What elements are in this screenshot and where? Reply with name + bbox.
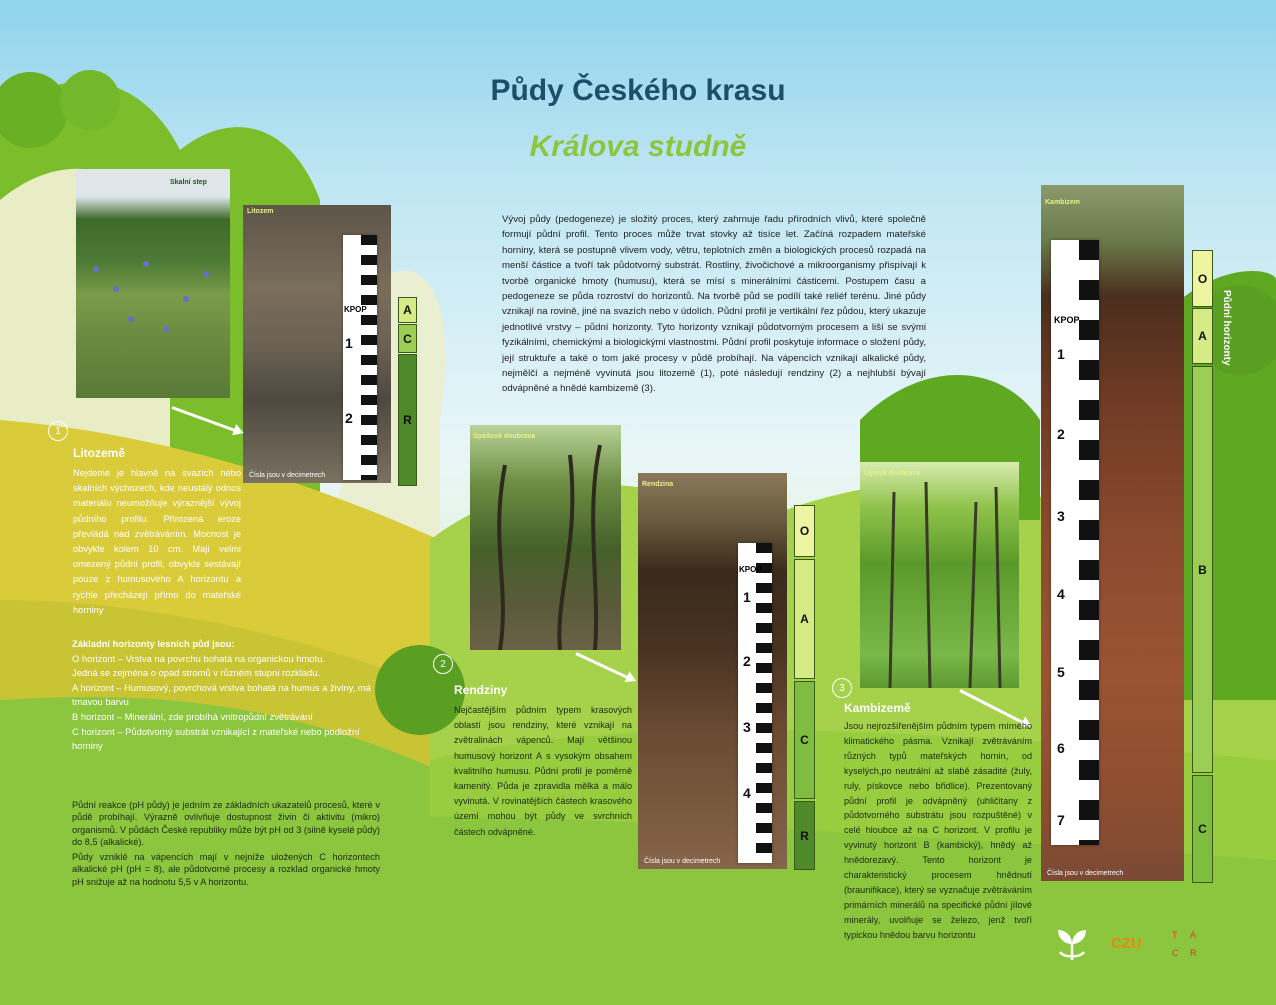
soil-ruler <box>343 235 377 480</box>
section-heading-rendziny: Rendziny <box>454 683 508 697</box>
ph-text-2: Půdy vzniklé na vápencích mají v nejníže uložených C horizontech alkalické pH (pH = 8), ale půdotvorné procesy a rozklad organické hmoty pH snižuje až na hodnotu 5,5 v A horizontu. <box>72 852 380 887</box>
trees-illustration <box>860 462 1019 688</box>
section-number: 1 <box>48 421 68 441</box>
photo-label: Rendzina <box>642 481 674 488</box>
ruler-number: 3 <box>743 719 751 735</box>
horizon-R: R <box>794 801 815 870</box>
ph-text: Půdní reakce (pH půdy) je jedním ze základních ukazatelů procesů, které v půdě probíhají. Výrazně ovlivňuje dostupnost živin či aktivitu (mikro) organismů. V půdách České republiky může být pH od 3 (silně kyselé půdy) do 8,5 (alkalické). <box>72 800 380 848</box>
horizon-item: B horizont – Minerální, zde probíhá vnitropůdní zvětrávání <box>72 710 313 722</box>
horizon-B: B <box>1192 366 1213 773</box>
photo-label: Litozem <box>247 208 274 215</box>
ruler-number: 7 <box>1057 812 1065 828</box>
horizon-item: Jedná se zejména o opad stromů v různém stupni rozkladu. <box>72 667 321 679</box>
photo-label: Spášová doubrava <box>473 433 536 440</box>
soil-ruler <box>738 543 772 863</box>
ruler-number: 1 <box>743 589 751 605</box>
horizon-A: A <box>1192 308 1213 364</box>
photo-kambizem <box>1041 185 1184 881</box>
ruler-logo: KPOP <box>1054 315 1080 325</box>
trees-illustration <box>470 425 621 650</box>
section-text-rendziny: Nejčastějším půdním typem krasových oblastí jsou rendziny, které vznikají na zvětralinách vápenců. Mají většinou humusový horizont A s vysokým obsahem kvalitního humusu. Půdní profil je poměrně kamenitý. Půda je zpravidla mělká a málo vyvinutá. V rovinatějších částech krasového území mohou být půdy ve svrchních částech odvápněné. <box>454 705 632 837</box>
horizon-item: A horizont – Humusový, povrchová vrstva bohatá na humus a živiny, má tmavou barvu <box>72 681 371 708</box>
ruler-logo: KPOP <box>344 305 367 314</box>
page-title: Půdy Českého krasu <box>490 74 786 107</box>
tacr-letter: T <box>1172 930 1178 940</box>
horizon-O: O <box>794 505 815 557</box>
intro-text: Vývoj půdy (pedogeneze) je složitý proces, který zahrnuje řadu přírodních vlivů, které společně formují půdní profil. Tento proces může trvat stovky až tisíce let. Začíná rozpadem mateřské horniny, která se postupně vlivem vody, větru, teplotních změn a biologických procesů rozpadá na menší částice a tvoří tak půdotvorný substrát. Rostliny, živočichové a mikroorganismy přispívají k tvorbě organické hmoty (humusu), která se mísí s minerálními částicemi. Postupem času a pedogeneze se půda rozroství do horizontů. Na tvorbě půd se podílí také reliéf terénu. Jiné půdy vznikají na rovině, jiné na svazích nebo v údolích. Půdní profil je vertikální řez půdou, který ukazuje jednotlivé vrstvy – půdní horizonty. Tyto horizonty vznikají půdotvorným procesem a liší se svými fyzikálními, chemickými a biologickými vlastnostmi. Půdní profil poskytuje informace o složení půdy, její struktuře a také o tom jaké procesy v půdě probíhají. Na vápencích vznikají alkalické půdy, nejmělčí a nejméně vyvinutá jsou litozemě (1), poté následují rendziny (2) a nejhlubší bývají odvápněné a hnědé kambizemě (3). <box>502 214 926 395</box>
horizon-item: C horizont – Půdotvorný substrát vznikající z mateřské nebo podložní horniny <box>72 725 360 752</box>
section-heading-litozeme: Litozemě <box>73 446 126 460</box>
plant-logo-icon <box>1054 926 1090 962</box>
photo-label: Lipová doubrava <box>864 470 921 477</box>
ruler-note: Čísla jsou v decimetrech <box>644 858 721 865</box>
photo-rendzina <box>638 473 787 869</box>
page-subtitle: Králova studně <box>529 130 747 163</box>
ruler-number: 1 <box>345 335 353 351</box>
ruler-number: 4 <box>743 785 751 801</box>
section-number: 2 <box>433 654 453 674</box>
horizon-C: C <box>794 681 815 799</box>
ruler-number: 2 <box>345 410 353 426</box>
photo-sprasova-doubrava <box>470 425 621 650</box>
tacr-logo <box>1168 930 1204 960</box>
ruler-number: 5 <box>1057 664 1065 680</box>
horizon-A: A <box>398 297 417 323</box>
photo-litozem <box>243 205 391 483</box>
horizon-C: C <box>1192 775 1213 883</box>
horizon-A: A <box>794 559 815 679</box>
horizon-O: O <box>1192 250 1213 307</box>
section-text-kambizeme: Jsou nejrozšířenějším půdním typem mírného klimatického pásma. Vznikají zvětráváním různých typů mateřských hornin, od kyselých,po neutrální až slabě zásadité (žuly, ruly, pískovce nebo břidlice). Prezentovaný půdní profil je odvápněný (uhličitany z půdotvorného substrátu jsou rozpuštěné) v celé hloubce až na C horizont. V profilu je vyvinutý horizont B (kambický), hnědý až hnědorezavý. Tento horizont je charakteristický procesem hnědnutí (braunifikace), který se vyznačuje zvětráváním primárních minerálů na specifické půdní jílové minerály, uvolňuje se železo, jenž tvoří typickou hnědou barvu horizontu <box>844 721 1032 940</box>
photo-skalni-step <box>76 169 230 398</box>
czu-logo: CZU <box>1111 935 1142 952</box>
ruler-number: 6 <box>1057 740 1065 756</box>
ruler-number: 2 <box>1057 426 1065 442</box>
tacr-letter: C <box>1172 948 1179 958</box>
ruler-logo: KPOP <box>739 565 762 574</box>
photo-label: Skalní step <box>170 179 207 186</box>
section-text-litozeme: Nejdeme je hlavně na svazích nebo skalních výchozech, kde neustálý odnos materiálu neumožňuje výraznější vývoj půdního profilu. Přirozená eroze převládá nad zvětráváním. Mocnost je obvykle kolem 10 cm. Mají velmi omezený půdní profil, obvykle sestávají pouze z humusového A horizontu a rychle přecházejí přímo do mateřské horniny <box>73 468 241 615</box>
ruler-note: Čísla jsou v decimetrech <box>249 472 326 479</box>
ruler-number: 2 <box>743 653 751 669</box>
photo-lipova-doubrava <box>860 462 1019 688</box>
ruler-number: 1 <box>1057 346 1065 362</box>
photo-label: Kambizem <box>1045 199 1081 206</box>
section-number: 3 <box>832 678 852 698</box>
horizons-title: Základní horizonty lesních půd jsou: <box>72 638 235 649</box>
tacr-letter: R <box>1190 948 1197 958</box>
ruler-number: 3 <box>1057 508 1065 524</box>
horizon-item: O horizont – Vrstva na povrchu bohatá na organickou hmotu. <box>72 652 325 664</box>
ruler-note: Čísla jsou v decimetrech <box>1047 870 1124 877</box>
ruler-number: 4 <box>1057 586 1065 602</box>
horizons-list <box>72 637 387 754</box>
soil-ruler <box>1051 240 1099 845</box>
horizon-C: C <box>398 324 417 353</box>
horizon-R: R <box>398 354 417 486</box>
tacr-letter: A <box>1190 930 1197 940</box>
section-heading-kambizeme: Kambizemě <box>844 701 911 715</box>
flowers-illustration <box>76 169 230 398</box>
soil-horizons-vertical-label: Půdní horizonty <box>1221 290 1232 366</box>
